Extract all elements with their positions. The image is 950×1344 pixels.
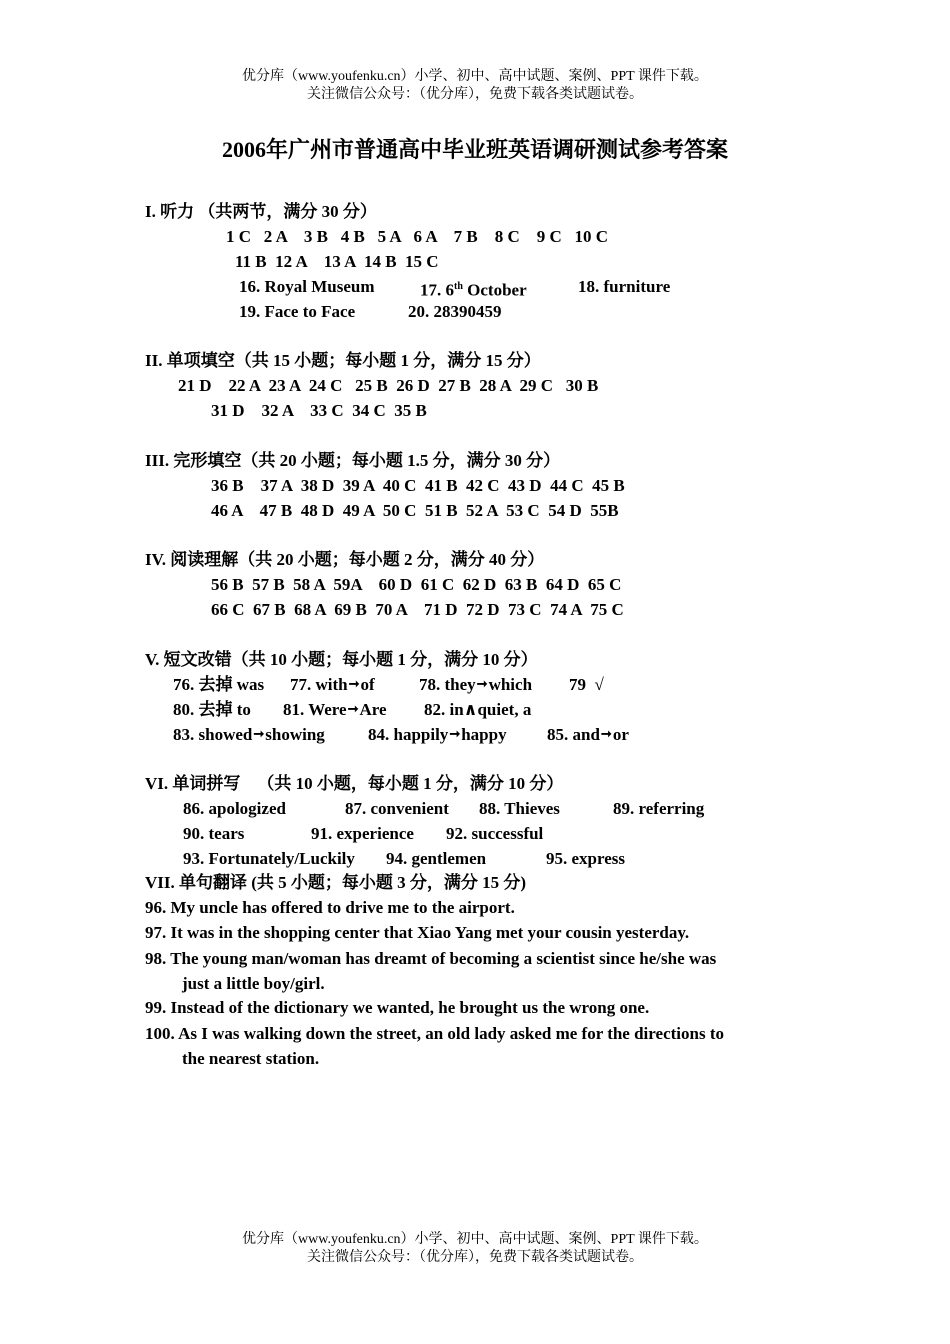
footer-line-2: 关注微信公众号：（优分库），免费下载各类试题试卷。 [307,1250,643,1265]
arrow-icon: ➞ [449,726,461,741]
arrow-icon: ➞ [476,676,488,691]
section-1-heading: I. 听力 （共两节，满分 30 分） [145,202,377,221]
spelling-90: 90. tears [183,824,245,843]
spelling-86: 86. apologized [183,799,286,818]
correction-77: 77. with➞of [290,675,375,694]
arrow-icon: ➞ [347,701,359,716]
correction-83: 83. showed➞showing [173,725,325,744]
spelling-95: 95. express [546,849,626,868]
section-7-heading: VII. 单句翻译 (共 5 小题；每小题 3 分，满分 15 分) [145,873,527,892]
correction-78: 78. they➞which [419,675,533,694]
page-title: 2006年广州市普通高中毕业班英语调研测试参考答案 [221,137,728,162]
translation-97: 97. It was in the shopping center that Xiao Yang met your cousin yesterday. [145,923,690,942]
spelling-92: 92. successful [446,824,544,843]
answer-19: 19. Face to Face [239,302,356,321]
footer-line-1: 优分库（www.youfenku.cn）小学、初中、高中试题、案例、PPT 课件下载。 [242,1232,708,1247]
correction-84: 84. happily➞happy [368,725,507,744]
section-4-heading: IV. 阅读理解（共 20 小题；每小题 2 分，满分 40 分） [145,550,545,569]
grammar-answers-row-2: 31 D 32 A 33 C 34 C 35 B [211,401,427,420]
translation-98: 98. The young man/woman has dreamt of becoming a scientist since he/she was just a little boy/girl. [145,949,717,993]
cloze-answers-row-1: 36 B 37 A 38 D 39 A 40 C 41 B 42 C 43 D 44 C 45 B [211,476,625,495]
listening-answers-row-2: 11 B 12 A 13 A 14 B 15 C [235,252,439,271]
correction-81: 81. Were➞Are [283,700,387,719]
spelling-89: 89. referring [613,799,705,818]
answer-20: 20. 28390459 [408,302,502,321]
section-5-heading: V. 短文改错（共 10 小题；每小题 1 分，满分 10 分） [145,650,538,669]
header-line-1: 优分库（www.youfenku.cn）小学、初中、高中试题、案例、PPT 课件下载。 [242,69,708,84]
answer-16: 16. Royal Museum [239,277,375,296]
arrow-icon: ➞ [600,726,612,741]
cloze-answers-row-2: 46 A 47 B 48 D 49 A 50 C 51 B 52 A 53 C 54 D 55B [211,501,619,520]
correction-82: 82. in∧quiet, a [424,700,532,719]
reading-answers-row-1: 56 B 57 B 58 A 59A 60 D 61 C 62 D 63 B 64 D 65 C [211,575,622,594]
header-line-2: 关注微信公众号：（优分库），免费下载各类试题试卷。 [307,87,643,102]
correction-80: 80. 去掉 to [173,700,251,719]
translation-96: 96. My uncle has offered to drive me to the airport. [145,898,515,917]
answer-18: 18. furniture [578,277,671,296]
translation-99: 99. Instead of the dictionary we wanted, he brought us the wrong one. [145,998,650,1017]
section-2-heading: II. 单项填空（共 15 小题；每小题 1 分，满分 15 分） [145,351,541,370]
spelling-93: 93. Fortunately/Luckily [183,849,355,868]
spelling-91: 91. experience [311,824,414,843]
answer-17: 17. 6th October [420,280,527,300]
correction-85: 85. and➞or [547,725,629,744]
spelling-94: 94. gentlemen [386,849,487,868]
correction-79: 79 √ [569,675,604,694]
reading-answers-row-2: 66 C 67 B 68 A 69 B 70 A 71 D 72 D 73 C 74 A 75 C [211,600,624,619]
section-3-heading: III. 完形填空（共 20 小题；每小题 1.5 分，满分 30 分） [145,451,561,470]
arrow-icon: ➞ [348,676,360,691]
correction-76: 76. 去掉 was [173,675,265,694]
spelling-88: 88. Thieves [479,799,560,818]
grammar-answers-row-1: 21 D 22 A 23 A 24 C 25 B 26 D 27 B 28 A 29 C 30 B [178,376,599,395]
translation-100: 100. As I was walking down the street, an old lady asked me for the directions to the nearest station. [145,1024,724,1068]
section-6-heading: VI. 单词拼写 （共 10 小题，每小题 1 分，满分 10 分） [145,774,564,793]
listening-answers-row-1: 1 C 2 A 3 B 4 B 5 A 6 A 7 B 8 C 9 C 10 C [226,227,609,246]
arrow-icon: ➞ [253,726,265,741]
spelling-87: 87. convenient [345,799,449,818]
